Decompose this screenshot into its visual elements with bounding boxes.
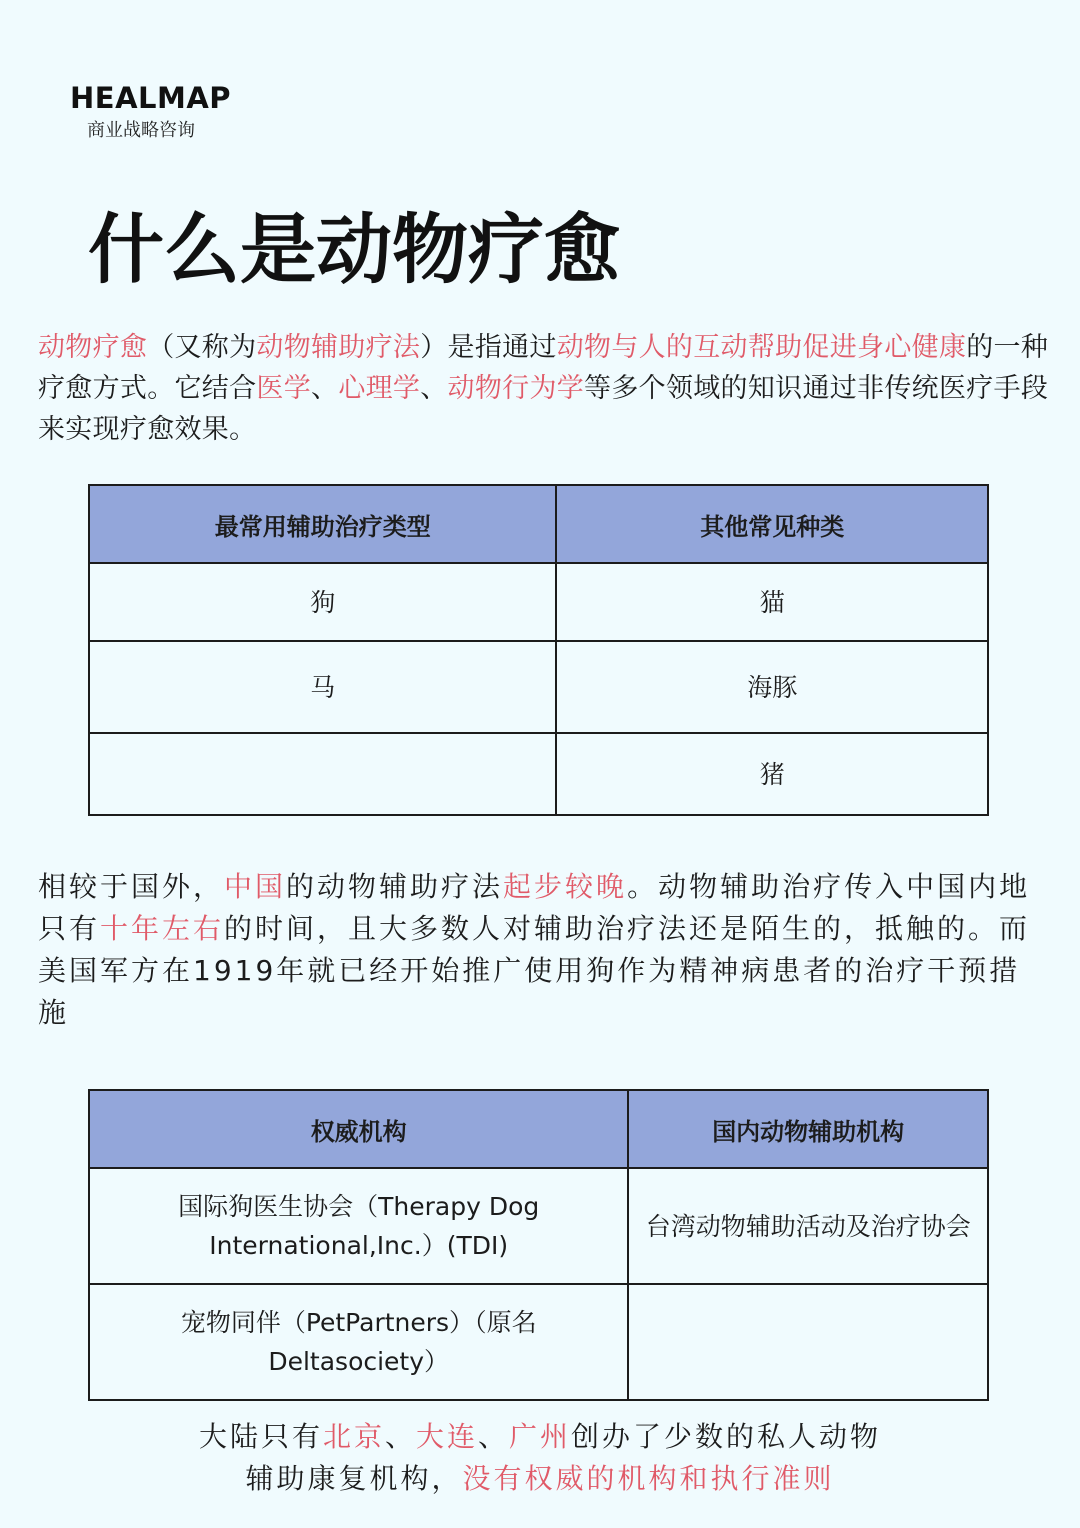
body-text: 创办了少数的私人动物 [571,1420,882,1453]
body-text: ）是指通过 [420,332,557,363]
china-comparison-paragraph [38,866,1038,1034]
table-header: 其他常见种类 [556,485,988,563]
body-text: 、 [311,373,339,404]
table-cell [628,1284,988,1400]
table-cell [89,733,556,815]
body-text: 、 [478,1420,510,1453]
highlighted-text: 十年左右 [100,912,225,945]
highlighted-text: 中国 [224,870,287,903]
table-row [89,1168,988,1284]
table-cell: 马 [89,641,556,733]
body-text: 、 [420,373,448,404]
body-text: 。动物辅助治疗传入中国内地只有 [38,870,1031,945]
body-text: 、 [384,1420,416,1453]
logo-subtitle: 商业战略咨询 [87,120,195,141]
footer-note [0,1416,1080,1500]
table-header: 权威机构 [89,1090,628,1168]
animal-types-table [88,484,989,816]
table-cell: 国际狗医生协会（Therapy Dog International,Inc.）(TDI) [89,1168,628,1284]
highlighted-text: 动物辅助疗法 [256,332,421,363]
table-row [89,641,988,733]
body-text: 等多个领域的知识通过非传统医疗手段来实现疗愈效果。 [38,373,1049,445]
body-text: 相较于国外， [38,870,225,903]
page-title: 什么是动物疗愈 [88,205,620,294]
highlighted-text: 动物与人的互动帮助促进身心健康 [556,332,967,363]
logo-name: HEALMAP [70,81,232,115]
highlighted-text: 大连 [415,1420,478,1453]
body-text: （又称为 [147,332,257,363]
footer-line-2 [0,1458,1080,1500]
intro-paragraph [38,327,1074,450]
highlighted-text: 北京 [322,1420,385,1453]
table-row [89,563,988,641]
highlighted-text: 广州 [509,1420,572,1453]
body-text: 的一种疗愈方式。它结合 [38,332,1049,404]
table-cell: 台湾动物辅助活动及治疗协会 [628,1168,988,1284]
table-header: 国内动物辅助机构 [628,1090,988,1168]
highlighted-text: 动物行为学 [447,373,585,404]
body-text: 大陆只有 [198,1420,323,1453]
table-cell: 猫 [556,563,988,641]
institutions-table [88,1089,989,1401]
body-text: 的时间，且大多数人对辅助治疗法还是陌生的，抵触的。而美国军方在1919年就已经开始推广使用狗作为精神病患者的治疗干预措施 [38,912,1031,1029]
highlighted-text: 动物疗愈 [38,332,148,363]
highlighted-text: 没有权威的机构和执行准则 [462,1462,835,1495]
highlighted-text: 心理学 [338,373,421,404]
table-cell: 猪 [556,733,988,815]
highlighted-text: 起步较晚 [503,870,628,903]
highlighted-text: 医学 [256,373,312,404]
logo [70,80,231,144]
table-cell: 海豚 [556,641,988,733]
table-header: 最常用辅助治疗类型 [89,485,556,563]
footer-line-1 [0,1416,1080,1458]
table-cell: 宠物同伴（PetPartners）（原名Deltasociety） [89,1284,628,1400]
body-text: 的动物辅助疗法 [286,870,504,903]
table-row [89,733,988,815]
table-cell: 狗 [89,563,556,641]
table-row [89,1284,988,1400]
body-text: 辅助康复机构， [245,1462,463,1495]
